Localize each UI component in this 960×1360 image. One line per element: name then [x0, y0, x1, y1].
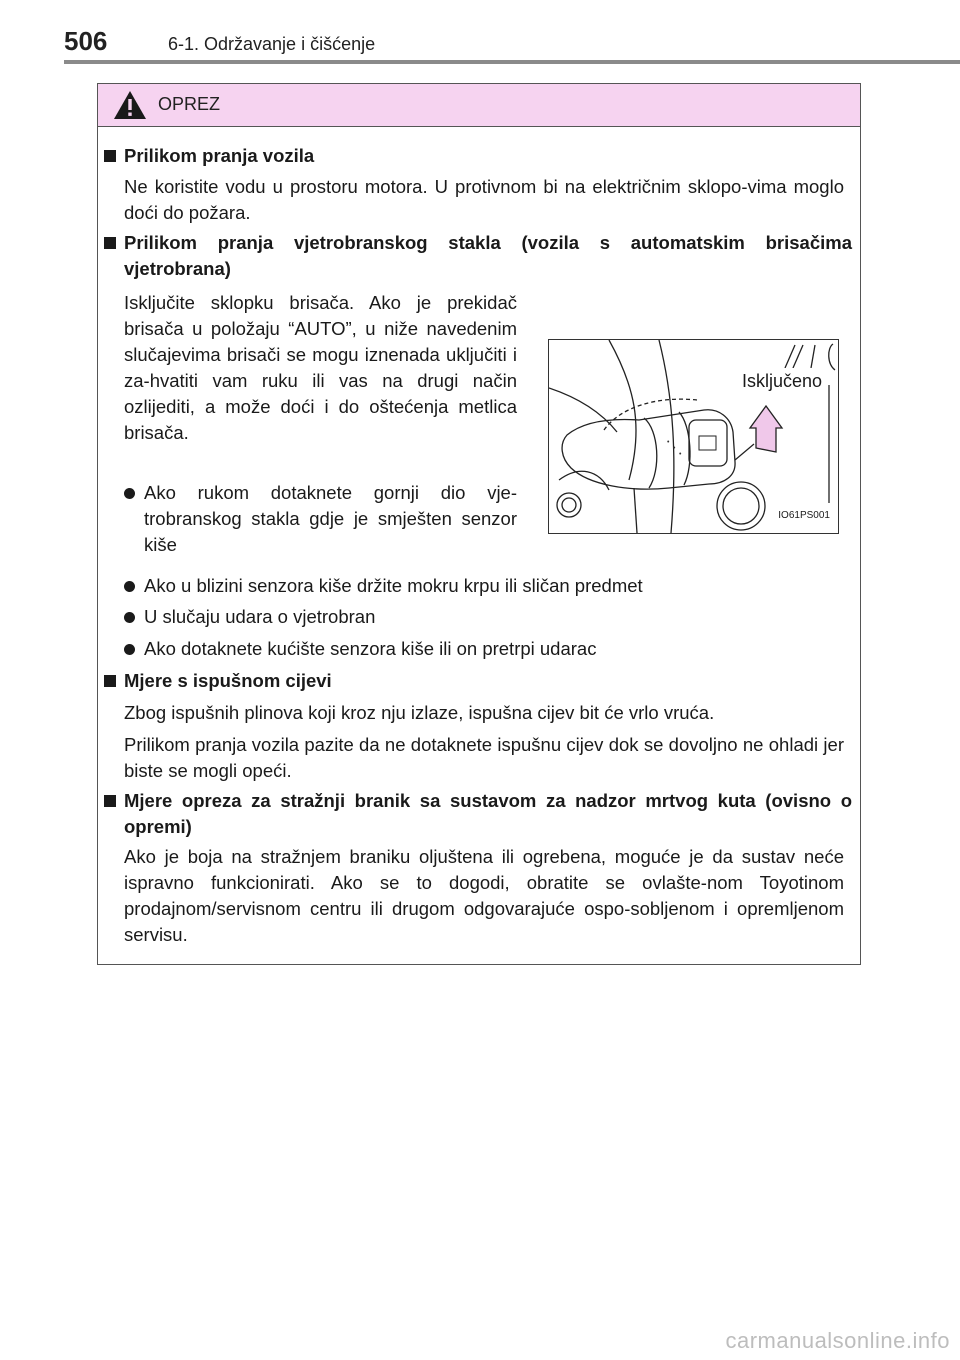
paragraph-exhaust-cool: Prilikom pranja vozila pazite da ne dotaknete ispušnu cijev dok se dovoljno ne ohladi jer biste se mogli opeći.: [124, 734, 844, 781]
header-rule: [64, 60, 960, 64]
heading-washing-vehicle: [104, 143, 852, 169]
bullet-text: U slučaju udara o vjetrobran: [144, 606, 376, 627]
svg-text:•: •: [673, 445, 676, 452]
caution-title: OPREZ: [158, 94, 221, 114]
watermark: carmanualsonline.info: [725, 1328, 950, 1353]
square-bullet-icon: [104, 150, 116, 162]
bullet-dot-icon: [124, 488, 135, 499]
bullet-text: Ako u blizini senzora kiše držite mokru krpu ili sličan predmet: [144, 575, 643, 596]
heading-text: Prilikom pranja vjetrobranskog stakla (vozila s automatskim brisačima vjetrobrana): [124, 232, 852, 279]
paragraph-rear-bumper: Ako je boja na stražnjem braniku oljuštena ili ogrebena, moguće je da sustav neće ispravno funkcionirati. Ako se to dogodi, obratite se ovlašte-nom Toyotinom prodajnom/servisnom centru ili drugom odgovarajuće ospo-sobljenom i opremljenom servisu.: [124, 846, 844, 945]
heading-exhaust: [104, 668, 852, 694]
bullet-text: Ako dotaknete kućište senzora kiše ili on pretrpi udarac: [144, 638, 597, 659]
bullet-text: Ako rukom dotaknete gornji dio vje-trobranskog stakla gdje je smješten senzor kiše: [144, 482, 517, 555]
square-bullet-icon: [104, 795, 116, 807]
bullet-dot-icon: [124, 581, 135, 592]
square-bullet-icon: [104, 237, 116, 249]
svg-text:•: •: [667, 439, 670, 446]
caution-content: [98, 126, 860, 964]
caution-header: [98, 84, 860, 127]
bullet-dot-icon: [124, 644, 135, 655]
list-item: [124, 604, 844, 630]
paragraph-exhaust-hot: Zbog ispušnih plinova koji kroz nju izlaze, ispušna cijev bit će vrlo vruća.: [124, 702, 715, 723]
section-title: 6-1. Održavanje i čišćenje: [168, 34, 376, 54]
heading-text: Prilikom pranja vozila: [124, 145, 315, 166]
heading-text: Mjere s ispušnom cijevi: [124, 670, 332, 691]
paragraph-engine-water: Ne koristite vodu u prostoru motora. U protivnom bi na električnim sklopo-vima moglo doći do požara.: [124, 176, 844, 223]
figure-code: IO61PS001: [776, 503, 832, 529]
figure-label-off: Isključeno: [740, 368, 824, 394]
heading-washing-windshield: [104, 230, 852, 282]
heading-rear-bumper: [104, 788, 852, 840]
svg-text:•: •: [679, 451, 682, 458]
caution-box: [97, 83, 861, 965]
list-item: [124, 480, 517, 558]
wiper-switch-figure: [548, 339, 839, 534]
list-item: [124, 636, 844, 662]
square-bullet-icon: [104, 675, 116, 687]
warning-triangle-icon: [113, 90, 147, 120]
heading-text: Mjere opreza za stražnji branik sa sustavom za nadzor mrtvog kuta (ovisno o opremi): [124, 790, 852, 837]
list-item: [124, 573, 844, 599]
bullet-dot-icon: [124, 612, 135, 623]
page-header: [64, 24, 960, 60]
page-number: 506: [64, 26, 108, 56]
paragraph-wiper-switch: Isključite sklopku brisača. Ako je prekidač brisača u položaju “AUTO”, u niže navedenim slučajevima brisači se mogu iznenada uključiti i za-hvatiti vam ruku ili vas na drugi način ozlijediti, a može doći i do oštećenja metlica brisača.: [124, 292, 517, 443]
